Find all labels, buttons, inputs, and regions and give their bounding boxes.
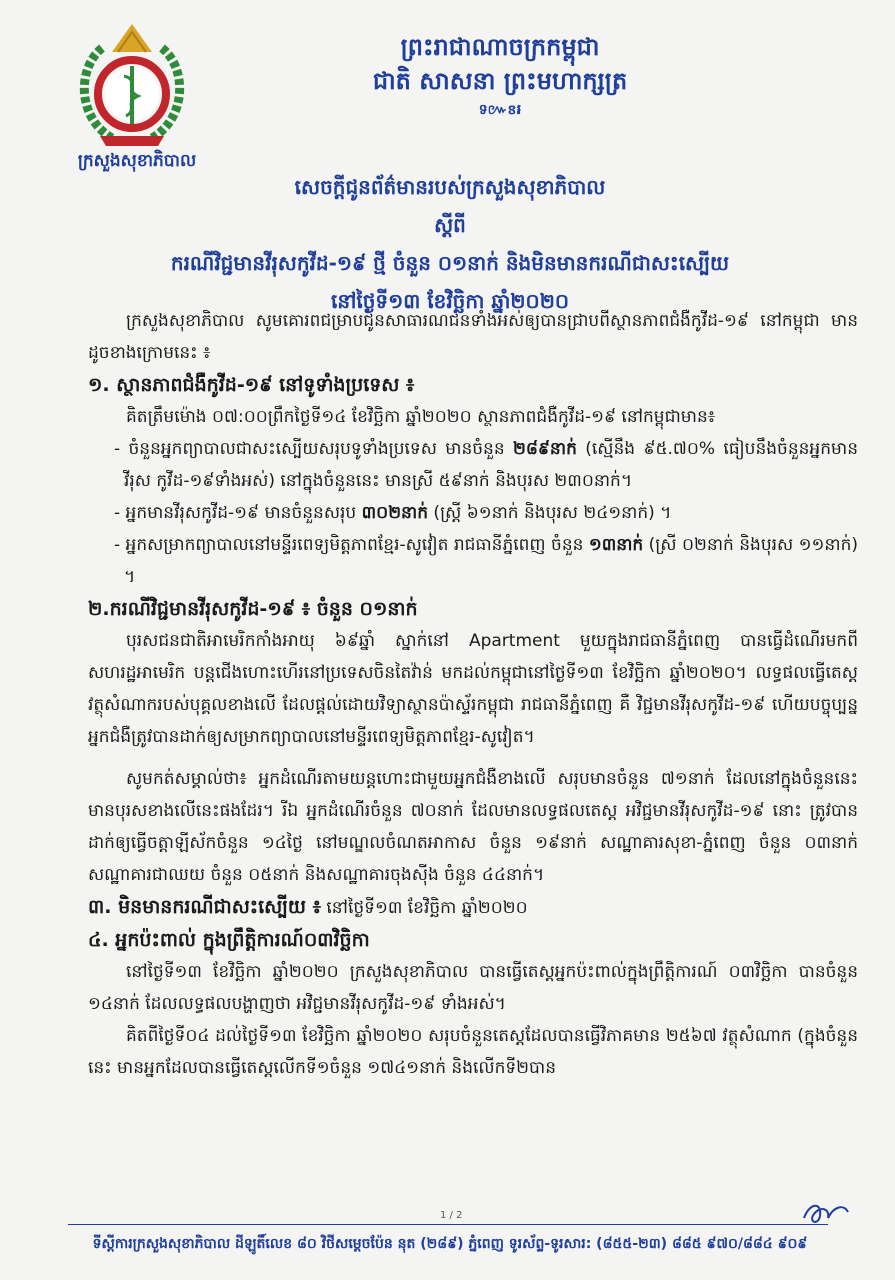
section-2-paragraph-1: បុរសជនជាតិអាមេរិកកាំងអាយុ ៦៩ឆ្នាំ ស្នាក់នៅ Apartment មួយក្នុងរាជធានីភ្នំពេញ បានធ្វើដំណើរមកពីសហរដ្ឋអាមេរិក បន្តជើងហោះហើរនៅប្រទេសចិនតៃវ៉ាន់ មកដល់កម្ពុជានៅថ្ងៃទី១៣ ខែវិច្ឆិកា ឆ្នាំ២០២០។ លទ្ធផលធ្វើតេស្តវត្ថុសំណាករបស់បុគ្គលខាងលើ ដែលផ្តល់ដោយវិទ្យាស្ថានប៉ាស្ទ័រកម្ពុជា រាជធានីភ្នំពេញ គឺ វិជ្ជមានវីរុសកូវីដ-១៩ ហើយបច្ចុប្បន្ន អ្នកជំងឺត្រូវបានដាក់ឲ្យសម្រាកព្យាបាលនៅមន្ទីរពេទ្យមិត្តភាពខ្មែរ-សូវៀត។ <box>88 631 858 747</box>
title-line-3: ករណីវិជ្ជមានវីរុសកូវីដ-១៩ ថ្មី ចំនួន ០១នាក់ និងមិនមានករណីជាសះស្បើយ <box>170 251 730 275</box>
intro-paragraph: ក្រសួងសុខាភិបាល សូមគោរពជម្រាបជូនសាធារណជនទាំងអស់ឲ្យបានជ្រាបពីស្ថានភាពជំងឺកូវីដ-១៩ នៅកម្ពុជា មានដូចខាងក្រោមនេះ ៖ <box>88 311 858 363</box>
bullet-recovered <box>88 433 858 497</box>
bullet-bold-value: ១៣នាក់ <box>588 535 644 555</box>
bullet-text: (ស្រី ០២នាក់ និងបុរស ១១នាក់) ។ <box>124 535 858 587</box>
section-4-paragraph-2: គិតពីថ្ងៃទី០៤ ដល់ថ្ងៃទី១៣ ខែវិច្ឆិកា ឆ្នាំ២០២០ សរុបចំនួនតេស្តដែលបានធ្វើវិភាគមាន ២៥៦៧ វត្ថុសំណាក (ក្នុងចំនួននេះ មានអ្នកដែលបានធ្វើតេស្តលើកទី១ចំនួន ១៧៤១នាក់ និងលើកទី២បាន <box>88 1026 858 1078</box>
kingdom-motto <box>300 30 700 121</box>
footer-divider <box>68 1224 828 1225</box>
bullet-text: - ចំនួនអ្នកព្យាបាលជាសះស្បើយសរុបទូទាំងប្រទេស មានចំនួន <box>114 439 513 459</box>
section-4-paragraph-1: នៅថ្ងៃទី១៣ ខែវិច្ឆិកា ឆ្នាំ២០២០ ក្រសួងសុខាភិបាល បានធ្វើតេស្តអ្នកប៉ះពាល់ក្នុងព្រឹត្តិការណ៍ ០៣វិច្ឆិកា បានចំនួន ១៤នាក់ ដែលលទ្ធផលបង្ហាញថា អវិជ្ជមានវីរុសកូវីដ-១៩ ទាំងអស់។ <box>88 962 858 1014</box>
section-1-paragraph: គិតត្រឹមម៉ោង ០៧:០០ព្រឹកថ្ងៃទី១៤ ខែវិច្ឆិកា ឆ្នាំ២០២០ ស្ថានភាពជំងឺកូវីដ-១៩ នៅកម្ពុជាមាន៖ <box>126 407 716 427</box>
section-2-paragraph-2: សូមកត់សម្គាល់ថា៖ អ្នកដំណើរតាមយន្តហោះជាមួយអ្នកជំងឺខាងលើ សរុបមានចំនួន ៧១នាក់ ដែលនៅក្នុងចំនួននេះ មានបុរសខាងលើនេះផងដែរ។ រីឯ អ្នកដំណើរចំនួន ៧០នាក់ ដែលមានលទ្ធផលតេស្ត អវិជ្ជមានវីរុសកូវីដ-១៩ នោះ ត្រូវបានដាក់ឲ្យធ្វើចត្តាឡីស័កចំនួន ១៤ថ្ងៃ នៅមណ្ឌលចំណតអាកាស ចំនួន ១៩នាក់ សណ្ឋាគារសុខា-ភ្នំពេញ ចំនួន ០៣នាក់ សណ្ឋាគារជាឈយ ចំនួន ០៥នាក់ និងសណ្ឋាគារចុងស៊ីង ចំនួន ៤៤នាក់។ <box>88 769 858 885</box>
document-title-block <box>150 168 750 320</box>
ministry-name: ក្រសួងសុខាភិបាល <box>77 151 197 171</box>
bullet-text: - អ្នកសម្រាកព្យាបាលនៅមន្ទីរពេទ្យមិត្តភាពខ្មែរ-សូវៀត រាជធានីភ្នំពេញ ចំនួន <box>114 535 589 555</box>
bullet-hospitalized <box>88 529 858 593</box>
bullet-text: - អ្នកមានវីរុសកូវីដ-១៩ មានចំនួនសរុប <box>114 503 362 523</box>
bullet-total-cases <box>88 497 858 529</box>
title-line-1: សេចក្តីជូនព័ត៌មានរបស់ក្រសួងសុខាភិបាល <box>294 175 606 199</box>
section-4-heading: ៤. អ្នកប៉ះពាល់ ក្នុងព្រឹត្តិការណ៍០៣វិច្ឆិកា <box>88 929 370 951</box>
bullet-bold-value: ៣០២នាក់ <box>361 503 429 523</box>
section-2-heading: ២.ករណីវិជ្ជមានវីរុសកូវីដ-១៩ ៖ ចំនួន ០១នាក់ <box>88 598 418 620</box>
title-line-2: ស្តីពី <box>434 213 466 237</box>
ministry-emblem-icon <box>72 18 192 156</box>
document-body <box>88 305 858 1084</box>
ornament-divider: ទ៚ៜ៛ <box>478 102 522 118</box>
national-motto: ជាតិ សាសនា ព្រះមហាក្សត្រ <box>372 67 628 95</box>
title-line-4: នៅថ្ងៃទី១៣ ខែវិច្ឆិកា ឆ្នាំ២០២០ <box>330 289 570 313</box>
bullet-bold-value: ២៨៩នាក់ <box>512 439 577 459</box>
section-3-heading: ៣. មិនមានករណីជាសះស្បើយ ៖ <box>88 896 321 918</box>
kingdom-name: ព្រះរាជាណាចក្រកម្ពុជា <box>400 33 600 61</box>
section-3-text: នៅថ្ងៃទី១៣ ខែវិច្ឆិកា ឆ្នាំ២០២០ <box>321 898 528 918</box>
bullet-text: (ស្ត្រី ៦១នាក់ និងបុរស ២៤១នាក់) ។ <box>428 503 672 523</box>
page-number: 1 / 2 <box>440 1210 463 1221</box>
section-1-heading: ១. ស្ថានភាពជំងឺកូវីដ-១៩ នៅទូទាំងប្រទេស ៖ <box>88 374 415 396</box>
bullet-text: (ស្មើនឹង ៩៥.៧០% ធៀបនឹងចំនួនអ្នកមានវីរុស កូវីដ-១៩ទាំងអស់) នៅក្នុងចំនួននេះ មានស្រី ៥៩នាក់ និងបុរស ២៣០នាក់។ <box>124 439 858 491</box>
section-3-line <box>88 891 858 924</box>
footer-address: ទីស្តីការក្រសួងសុខាភិបាល ដីឡូតិ៍លេខ ៨០ វិថីសម្តេចប៉ែន នុត (២៨៩) ភ្នំពេញ ទូរស័ព្ទ-ទូរសារ: (៨៥៥-២៣) ៨៨៥ ៩៧០/៨៨៤ ៩០៩ <box>92 1236 808 1252</box>
